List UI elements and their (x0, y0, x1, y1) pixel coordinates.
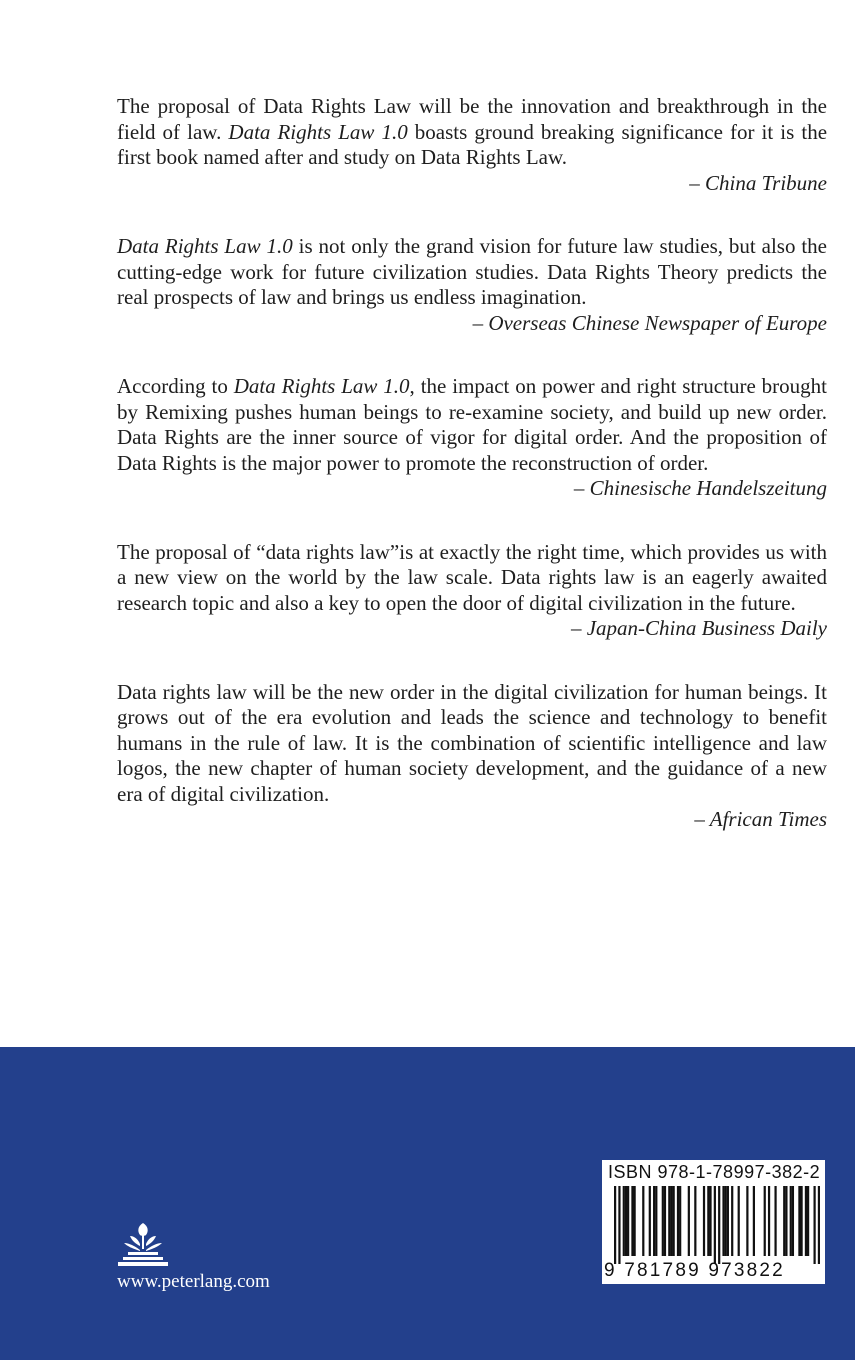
barcode-bar (792, 1186, 794, 1256)
barcode-bar (614, 1186, 616, 1264)
blurb (117, 374, 827, 502)
barcode-bar (764, 1186, 766, 1256)
barcode-bar (634, 1186, 636, 1256)
ean-digits: 9 781789 973822 (604, 1260, 785, 1281)
barcode-bar (655, 1186, 657, 1256)
barcode-bar (805, 1186, 807, 1256)
barcode-bar (668, 1186, 670, 1256)
barcode-bar (664, 1186, 666, 1256)
blurb-text: The proposal of Data Rights Law will be the innovation and breakthrough in the field of law. Data Rights Law 1.0 boasts ground breaking significance for it is the first book named after and study on Data Rights Law. (117, 94, 828, 169)
isbn-label: ISBN 978-1-78997-382-2 (608, 1162, 821, 1182)
barcode-bar (785, 1186, 787, 1256)
blurb-attribution: – Japan-China Business Daily (570, 616, 827, 640)
blurb-attribution: – Chinesische Handelszeitung (573, 476, 827, 500)
barcode-bar (746, 1186, 748, 1256)
barcode-bar (653, 1186, 655, 1256)
blurb (117, 234, 827, 336)
blurb (117, 94, 827, 196)
blurb-text: Data Rights Law 1.0 is not only the grand vision for future law studies, but also the cutting-edge work for future civilization studies. Data Rights Theory predicts the real prospects of law and brings us endless imagination. (117, 234, 827, 309)
barcode-bar (694, 1186, 696, 1256)
barcode-bar (707, 1186, 709, 1256)
barcode-bar (774, 1186, 776, 1256)
barcode-bar (725, 1186, 727, 1256)
blurb (117, 680, 827, 833)
barcode-bar (753, 1186, 755, 1256)
barcode-bar (738, 1186, 740, 1256)
barcode-panel (602, 1160, 825, 1284)
barcode-bar (673, 1186, 675, 1256)
barcode-bar (722, 1186, 724, 1256)
blurb-text: The proposal of “data rights law”is at exactly the right time, which provides us with a new view on the world by the law scale. Data rights law is an eagerly awaited research topic and also a key to open the door of digital civilization in the future. (117, 539, 827, 615)
barcode-bar (627, 1186, 629, 1256)
barcode-bar (625, 1186, 627, 1256)
blurb-text: According to Data Rights Law 1.0, the impact on power and right structure brought by Remixing pushes human beings to re-examine society, and build up new order. Data Rights are the inner source of vigor for digital order. And the proposition of Data Rights is the major power to promote the reconstruction of order. (117, 374, 827, 475)
blurb-attribution: – Overseas Chinese Newspaper of Europe (472, 310, 827, 335)
barcode-bar (631, 1186, 633, 1256)
barcode-bar (714, 1186, 716, 1264)
barcode-bar (783, 1186, 785, 1256)
barcode-bar (727, 1186, 729, 1256)
barcode-bar (790, 1186, 792, 1256)
peter-lang-logo-icon (118, 1222, 168, 1268)
barcode-bar (618, 1186, 620, 1264)
barcode-bar (662, 1186, 664, 1256)
barcode-bar (642, 1186, 644, 1256)
blurbs-container (117, 94, 827, 871)
barcode-bar (688, 1186, 690, 1256)
barcode-bar (731, 1186, 733, 1256)
barcode-bar (649, 1186, 651, 1256)
barcode-bar (670, 1186, 672, 1256)
barcode-bar (703, 1186, 705, 1256)
blurb-attribution: – China Tribune (689, 170, 827, 195)
blurb-text: Data rights law will be the new order in the digital civilization for human beings. It grows out of the era evolution and leads the science and technology to benefit humans in the rule of law. It is the combination of scientific intelligence and law logos, the new chapter of human society development, and the guidance of a new era of digital civilization. (117, 679, 827, 806)
barcode-bar (807, 1186, 809, 1256)
barcode-bar (709, 1186, 711, 1256)
blurb (117, 540, 827, 642)
barcode-bar (798, 1186, 800, 1256)
barcode-bar (800, 1186, 802, 1256)
blurb-attribution: – African Times (694, 807, 827, 831)
barcode-icon (614, 1186, 820, 1264)
barcode-bar (718, 1186, 720, 1264)
barcode-bar (677, 1186, 679, 1256)
barcode-bar (768, 1186, 770, 1256)
barcode-bar (679, 1186, 681, 1256)
barcode-bar (818, 1186, 820, 1264)
barcode-bar (813, 1186, 815, 1264)
barcode-bar (623, 1186, 625, 1256)
publisher-url[interactable]: www.peterlang.com (117, 1271, 270, 1292)
